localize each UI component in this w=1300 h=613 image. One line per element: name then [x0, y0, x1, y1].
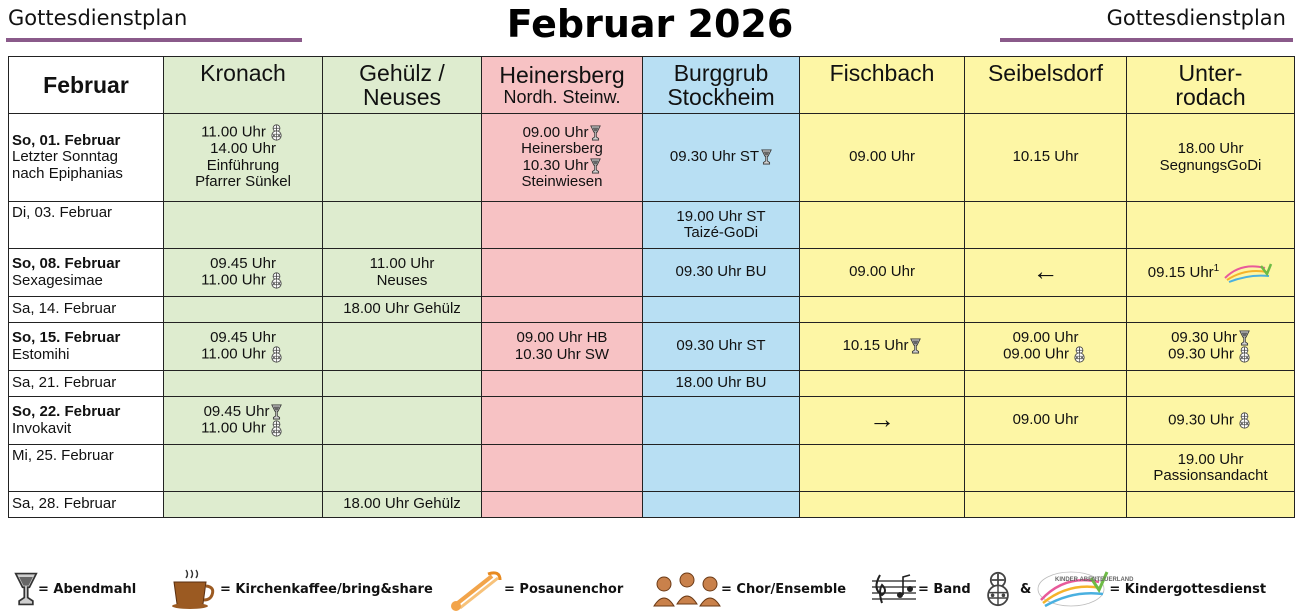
cell-unterrodach: [1127, 492, 1295, 518]
cell-heinersberg: [482, 445, 643, 492]
kids-church-icon: [268, 272, 285, 289]
cell-fischbach: [800, 397, 965, 445]
cell-heinersberg: 09.00 Uhr Heinersberg 10.30 Uhr Steinwiesen: [482, 114, 643, 202]
cell-kronach: [164, 297, 323, 323]
date-cell: Di, 03. Februar: [9, 202, 164, 249]
left-arrow: ←: [1032, 255, 1059, 286]
column-header-date: Februar: [9, 57, 164, 114]
header-right-rule: [1000, 38, 1293, 42]
column-header-burggrub: Burggrub Stockheim: [643, 57, 800, 114]
cell-fischbach: [800, 445, 965, 492]
cell-heinersberg: [482, 249, 643, 297]
table-row: [9, 297, 1295, 323]
legend-abendmahl-label: = Abendmahl: [38, 581, 137, 597]
cell-seibelsdorf: [965, 492, 1127, 518]
cell-kronach: [164, 492, 323, 518]
chalice-icon: [590, 125, 601, 141]
choir-icon: [653, 570, 721, 608]
cell-burggrub: 18.00 Uhr BU: [643, 371, 800, 397]
chalice-icon: [761, 149, 772, 165]
table-row: [9, 371, 1295, 397]
cell-kronach: 11.00 Uhr 14.00 Uhr Einführung Pfarrer Sünkel: [164, 114, 323, 202]
cell-seibelsdorf: 09.00 Uhr: [965, 397, 1127, 445]
table-row: [9, 492, 1295, 518]
legend-chor-label: = Chor/Ensemble: [721, 581, 847, 597]
cell-burggrub: [643, 397, 800, 445]
date-cell: Sa, 28. Februar: [9, 492, 164, 518]
date-cell: Sa, 21. Februar: [9, 371, 164, 397]
kids-church-icon: [1236, 346, 1253, 363]
cell-burggrub: [643, 445, 800, 492]
cell-seibelsdorf: [965, 371, 1127, 397]
kinder-abenteuerland-logo: [1221, 262, 1273, 284]
cell-unterrodach: [1127, 371, 1295, 397]
table-row: [9, 445, 1295, 492]
cell-fischbach: [800, 492, 965, 518]
legend-posaunen: [448, 567, 623, 611]
kids-church-icon: [980, 570, 1016, 608]
legend-kinder-label: = Kindergottesdienst: [1109, 581, 1267, 597]
column-header-seibelsdorf: Seibelsdorf: [965, 57, 1127, 114]
cell-seibelsdorf: [965, 297, 1127, 323]
cell-heinersberg: [482, 397, 643, 445]
cell-gehuelz: [323, 114, 482, 202]
date-cell: So, 22. Februar Invokavit: [9, 397, 164, 445]
cell-kronach: [164, 371, 323, 397]
right-arrow: →: [869, 403, 895, 434]
date-cell: Sa, 14. Februar: [9, 297, 164, 323]
cell-unterrodach: 18.00 Uhr SegnungsGoDi: [1127, 114, 1295, 202]
cell-unterrodach: [1127, 202, 1295, 249]
cell-burggrub: 09.30 Uhr ST: [643, 323, 800, 371]
cell-gehuelz: [323, 445, 482, 492]
kids-church-icon: [1236, 412, 1253, 429]
service-schedule-table: [8, 56, 1295, 518]
legend-kaffee: [170, 567, 433, 611]
legend-kinder: [980, 567, 1266, 611]
header-right-label: Gottesdienstplan: [1106, 6, 1286, 30]
cell-gehuelz: [323, 397, 482, 445]
cell-heinersberg: [482, 371, 643, 397]
coffee-cup-icon: [170, 568, 220, 610]
cell-seibelsdorf: 10.15 Uhr: [965, 114, 1127, 202]
table-row: [9, 114, 1295, 202]
kinder-abenteuerland-logo: [1035, 568, 1134, 610]
cell-kronach: [164, 202, 323, 249]
cell-burggrub: 09.30 Uhr BU: [643, 249, 800, 297]
cell-fischbach: [800, 297, 965, 323]
legend-chor: [653, 567, 846, 611]
cell-gehuelz: 18.00 Uhr Gehülz: [323, 297, 482, 323]
cell-kronach: 09.45 Uhr 11.00 Uhr: [164, 323, 323, 371]
cell-fischbach: 09.00 Uhr: [800, 114, 965, 202]
cell-gehuelz: [323, 202, 482, 249]
kids-church-icon: [268, 124, 285, 141]
cell-fischbach: 09.00 Uhr: [800, 249, 965, 297]
table-row: [9, 202, 1295, 249]
cell-gehuelz: 18.00 Uhr Gehülz: [323, 492, 482, 518]
cell-fischbach: [800, 371, 965, 397]
table-row: [9, 397, 1295, 445]
date-cell: So, 15. Februar Estomihi: [9, 323, 164, 371]
date-cell: So, 01. Februar Letzter Sonntag nach Epiphanias: [9, 114, 164, 202]
chalice-icon: [271, 404, 282, 420]
cell-gehuelz: 11.00 Uhr Neuses: [323, 249, 482, 297]
cell-fischbach: [800, 202, 965, 249]
legend-posaunen-label: = Posaunenchor: [504, 581, 624, 597]
cell-kronach: 09.45 Uhr 11.00 Uhr: [164, 397, 323, 445]
cell-gehuelz: [323, 371, 482, 397]
cell-burggrub: [643, 492, 800, 518]
legend-band-label: = Band: [918, 581, 971, 597]
cell-burggrub: 09.30 Uhr ST: [643, 114, 800, 202]
cell-seibelsdorf: 09.00 Uhr 09.00 Uhr: [965, 323, 1127, 371]
column-header-unterrodach: Unter- rodach: [1127, 57, 1295, 114]
column-header-fischbach: Fischbach: [800, 57, 965, 114]
column-header-kronach: Kronach: [164, 57, 323, 114]
cell-unterrodach: 19.00 Uhr Passionsandacht: [1127, 445, 1295, 492]
cell-seibelsdorf: [965, 202, 1127, 249]
cell-unterrodach: 09.30 Uhr: [1127, 397, 1295, 445]
chalice-icon: [910, 338, 921, 354]
chalice-icon: [1239, 330, 1250, 346]
legend-band: [870, 567, 971, 611]
column-header-heinersberg: Heinersberg Nordh. Steinw.: [482, 57, 643, 114]
cell-heinersberg: [482, 297, 643, 323]
cell-unterrodach: [1127, 297, 1295, 323]
cell-heinersberg: [482, 202, 643, 249]
header-left-label: Gottesdienstplan: [8, 6, 188, 30]
legend-abendmahl: [14, 567, 136, 611]
date-cell: Mi, 25. Februar: [9, 445, 164, 492]
chalice-icon: [14, 571, 38, 607]
chalice-icon: [590, 158, 601, 174]
kids-church-icon: [268, 420, 285, 437]
cell-seibelsdorf: [965, 249, 1127, 297]
cell-heinersberg: 09.00 Uhr HB 10.30 Uhr SW: [482, 323, 643, 371]
cell-gehuelz: [323, 323, 482, 371]
column-header-gehuelz: Gehülz / Neuses: [323, 57, 482, 114]
legend-kaffee-label: = Kirchenkaffee/bring&share: [220, 581, 433, 597]
kids-church-icon: [1071, 346, 1088, 363]
cell-unterrodach: 09.15 Uhr$^1$: [1127, 249, 1295, 297]
cell-burggrub: [643, 297, 800, 323]
table-row: [9, 249, 1295, 297]
cell-unterrodach: 09.30 Uhr 09.30 Uhr: [1127, 323, 1295, 371]
legend-ampersand: &: [1020, 581, 1032, 597]
logo-text: KINDER ABENTEUERLAND: [1055, 577, 1134, 583]
cell-burggrub: 19.00 Uhr ST Taizé-GoDi: [643, 202, 800, 249]
cell-seibelsdorf: [965, 445, 1127, 492]
page-title: Februar 2026: [506, 2, 794, 46]
cell-fischbach: 10.15 Uhr: [800, 323, 965, 371]
table-header-row: [9, 57, 1295, 114]
trombone-icon: [448, 568, 504, 610]
date-cell: So, 08. Februar Sexagesimae: [9, 249, 164, 297]
cell-kronach: 09.45 Uhr 11.00 Uhr: [164, 249, 323, 297]
kids-church-icon: [268, 346, 285, 363]
cell-heinersberg: [482, 492, 643, 518]
table-row: [9, 323, 1295, 371]
legend: [8, 567, 1294, 611]
band-icon: [870, 569, 918, 609]
cell-kronach: [164, 445, 323, 492]
